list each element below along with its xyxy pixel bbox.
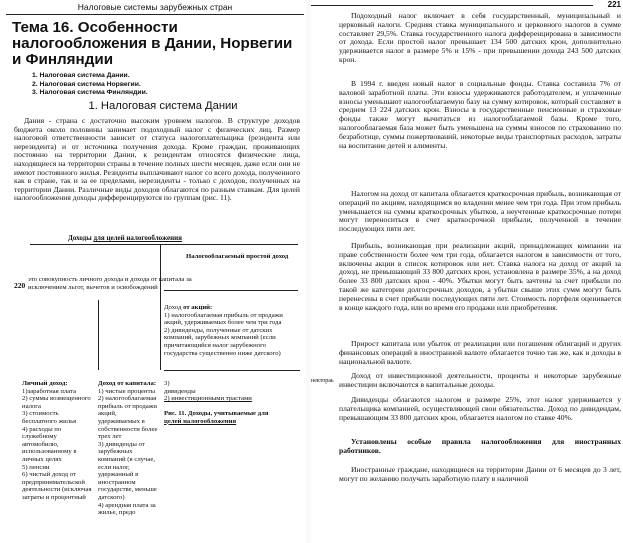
- intro-paragraph: Дания - страна с достаточно высоким уровнем налогов. В структуре доходов бюджета около половины занимает подоходный налог с физических лиц. Размер налоговой ответственности зависит от статуса налогоплательщика (резидента или нерезидента) и от источника получения дохода. Кроме граждан, проживающих постоянно на территории Дании, к резидентам относятся физические лица, находящиеся на территории страны в течение полных шести месяцев, даже если они не имеют постоянного жилья. Резиденты выплачивают налог со всего дохода, полученного как в стране, так и за ее пределами, нерезиденты - только с доходов, полученных на территории Дании. Различные виды доходов облагаются по разным ставкам. Для целей налогообложения доходы дифференцируются по группам (рис. 11).: [14, 116, 300, 203]
- diagram-line: [98, 300, 99, 370]
- stock-income-item: 1) налогооблагаемая прибыль от продажи акций, удерживаемых более чем три года: [164, 311, 283, 327]
- personal-income-item: 2) суммы возмещенного налога: [22, 395, 91, 410]
- paragraph: Налогом на доход от капитала облагается краткосрочная прибыль, возникающая от операций по акциям, находящимся во владении менее чем три года. При этом прибыль уменьшается на суммы краткосрочных убытков, а неучтенные краткосрочные потери могут переноситься в счет краткосрочной прибыли, полученной в течение последующих пяти лет.: [339, 189, 621, 234]
- paragraph: Доход от инвестиционной деятельности, проценты и некоторые зарубежные инвестиции включаются в капитальные доходы.: [339, 371, 621, 389]
- non-taxable-item: 2) инвестиционными трастами: [164, 395, 252, 403]
- paragraph: Установлены особые правила налогообложения для иностранных работников.: [339, 437, 621, 455]
- personal-income-item: 3) стоимость бесплатного жилья: [22, 410, 77, 425]
- paragraph: Дивиденды облагаются налогом в размере 25%, этот налог удерживается у плательщика компанией, осуществляющей свои обязательства. Доход по дивидендам, превышающим 33 800 датских крон, облагается налогом по ставке 40%.: [339, 395, 621, 422]
- capital-income-box: [98, 380, 158, 517]
- capital-income-item: 4) арендная плата за жилье, предо: [98, 501, 156, 517]
- stock-income-title-bold: от акций:: [183, 304, 213, 311]
- paragraph: Иностранные граждане, находящиеся на территории Дании от 6 месяцев до 3 лет, могут по желанию получать заработную плату в наличной: [339, 465, 621, 483]
- paragraph: Прибыль, возникающая при реализации акций, принадлежащих компании на праве собственности более чем три года, облагается налогом в зависимости от того, включены акции в список котировок или нет. Ставка налога на доход от акций за доход, не превышающий 33 800 датских крон, установлена в размере 35%, а на доход более 33 800 датских крон - 40%. Убытки могут быть зачтены за счет прибыли по такой же категории долгосрочных доходов, а убытки свыше этих сумм могут быть перенесены в счет прибыли последующих пяти лет. Стоимость портфеля оценивается в конце каждого года, или во время его продажи или приобретения.: [339, 241, 621, 312]
- diagram-line: [160, 300, 161, 370]
- figure-title-prefix: Доходы: [68, 234, 94, 242]
- capital-income-item: 2) налогооблагаемая прибыль от продажи акций, удерживаемых в собственности более трех лет: [98, 395, 158, 441]
- personal-income-item: 1)заработная плата: [22, 387, 77, 395]
- diagram-line: [30, 244, 298, 245]
- figure-caption-line: Рис. 11. Доходы, учитываемые для: [164, 410, 269, 417]
- margin-note: нектораь: [311, 378, 334, 384]
- paragraph: Подоходный налог включает в себя государственный, муниципальный и церковный налоги. Средняя ставка муниципального и церковного налогов в сумме составляет 29,5%. Ставка государственного налога дифференцирована в зависимости от дохода. Если простой налог превышает 134 500 датских крон, дополнительно удерживается налог в размере 5% и 15% - при превышении дохода 243 500 датских крон.: [339, 11, 621, 64]
- overlap-page-number: 220: [14, 281, 26, 290]
- stock-income-box: [164, 304, 300, 357]
- personal-income-item: 6) чистый доход от предпринимательской деятельности (исключая затраты и процентный: [22, 471, 92, 501]
- page-number: 221: [607, 0, 621, 9]
- personal-income-title: Личный доход:: [22, 380, 68, 387]
- taxable-income-title: Налогооблагаемый простой доход: [186, 253, 289, 260]
- capital-income-title: Доход от капитала:: [98, 380, 157, 387]
- top-rule: [311, 5, 593, 6]
- chapter-title: Тема 16. Особенности налогообложения в Дании, Норвегии и Финляндии: [12, 19, 293, 68]
- personal-income-item: 5) пенсии: [22, 463, 50, 471]
- diagram-line: [164, 370, 300, 371]
- figure-title: [68, 234, 182, 242]
- figure-caption: [164, 410, 300, 425]
- paragraph: В 1994 г. введен новый налог в социальные фонды. Ставка составила 7% от валовой заработной платы. Эти взносы удерживаются работодателем, и уплаченные взносы уменьшают налогооблагаемую базу на сумму котировок, который составляет в среднем 13 224 датских крон. Взносы в государственные пенсионные и страховые фонды также могут вычитаться из налогооблагаемой базы. Кроме того, налогооблагаемая база может быть уменьшена на суммы взносов по страхованию по безработице, суммы пожертвований, некоторые виды транспортных расходов, затраты на воспитание детей и алименты.: [339, 79, 621, 150]
- topic-outline: [32, 72, 302, 98]
- figure-title-underlined: для целей налогообложения: [93, 234, 182, 242]
- diagram-line: [160, 244, 161, 302]
- figure-caption-line: целей налогообложения: [164, 417, 237, 425]
- running-head: Налоговые системы зарубежных стран: [6, 2, 304, 15]
- left-page: [0, 0, 306, 543]
- non-taxable-item: дивиденды: [164, 387, 196, 395]
- section-title: 1. Налоговая система Дании: [88, 100, 238, 112]
- personal-income-item: 4) расходы по служебному автомобилю, использованному в личных целях: [22, 425, 77, 463]
- outline-item: 3. Налоговая система Финляндии.: [32, 89, 148, 97]
- capital-income-item: 3) дивиденды от зарубежных компаний (в случае, если налог, удержанный в иностранном государстве, меньше датского): [98, 440, 157, 501]
- right-page: [311, 0, 623, 543]
- outline-item: 1. Налоговая система Дании.: [32, 72, 130, 79]
- stock-income-title-plain: Доход: [164, 304, 184, 311]
- capital-income-item: 1) чистые проценты: [98, 387, 156, 395]
- non-taxable-box: [164, 380, 300, 403]
- personal-income-box: [22, 380, 92, 502]
- non-taxable-number: 3): [164, 380, 170, 387]
- taxable-income-definition: это совокупность личного дохода и дохода от капитала за исключением льгот, вычетов и освобождений: [28, 276, 192, 291]
- outline-item: 2. Налоговая система Норвегии.: [32, 80, 141, 88]
- stock-income-item: 2) дивиденды, полученные от датских компаний, зарубежных компаний (если причитающийся налог зарубежного государства существенно ниже датского): [164, 326, 281, 357]
- paragraph: Прирост капитала или убыток от реализации или погашения облигаций и других финансовых операций в иностранной валюте облагается точно так же, как и доходы в национальной валюте.: [339, 339, 621, 366]
